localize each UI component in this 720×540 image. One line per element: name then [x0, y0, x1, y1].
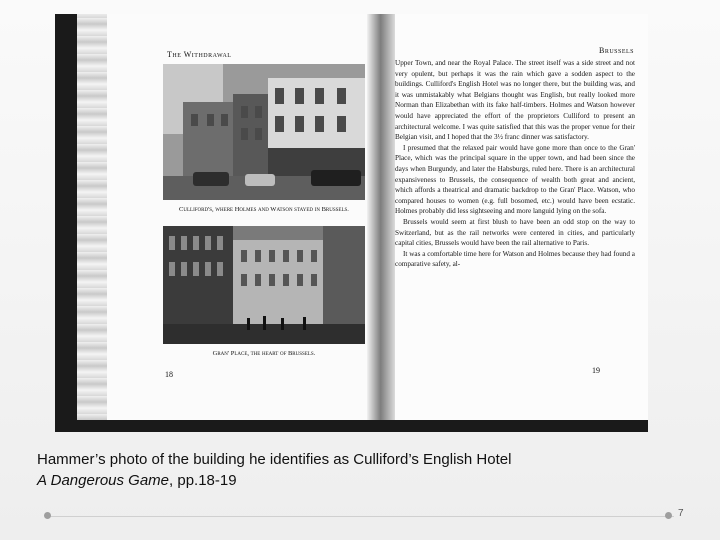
scan-edge	[55, 14, 77, 432]
lace-bookmark	[77, 14, 107, 432]
paragraph: Upper Town, and near the Royal Palace. The street itself was a side street and not very opulent, but perhaps it was the rain which gave a sodden aspect to the buildings. Culliford's English Hotel was no longer there, but the building was, and it was unmistakably what Belgians thought was English, but really looked more Norman than Elizabethan with its fake half-timbers. Holmes and Watson however would have appreciated the effort of the proprietors Culliford to present an architectural welcome. I was quite satisfied that this was the proper venue for their Belgian visit, and I hoped that the 3½ franc dinner was satisfactory.	[395, 59, 635, 142]
book-scan	[55, 14, 648, 432]
photo-gran-place	[163, 226, 365, 344]
footer-divider	[48, 516, 674, 517]
scan-bottom-edge	[55, 420, 648, 432]
caption-top-photo: Culliford's, where Holmes and Watson stayed in Brussels.	[179, 206, 349, 213]
slide-number: 7	[678, 508, 684, 519]
photo-cullifords-hotel	[163, 64, 365, 200]
right-running-head: Brussels	[598, 46, 634, 55]
slide-caption-line2	[37, 472, 237, 489]
gran-place-graphic	[163, 226, 365, 344]
book-gutter	[367, 14, 397, 432]
left-page-number: 18	[165, 370, 173, 379]
right-page-number: 19	[592, 366, 600, 375]
slide-caption-line1: Hammer’s photo of the building he identifies as Culliford’s English Hotel	[37, 451, 512, 468]
book-title: A Dangerous Game	[37, 472, 170, 489]
caption-bottom-photo: Gran' Place, the heart of Brussels.	[212, 350, 316, 357]
footer-dot-left	[44, 512, 51, 519]
street-photo-graphic	[163, 64, 365, 200]
left-running-head: The Withdrawal	[167, 50, 232, 59]
paragraph: Brussels would seem at first blush to have been an odd stop on the way to Switzerland, but as the rail networks were centered in cities, and particularly capital cities, Brussels would have been the rail alternative to Paris.	[395, 217, 635, 248]
paragraph: I presumed that the relaxed pair would have gone more than once to the Gran' Place, which was the principal square in the upper town, and had been since the days when Burgundy, and later the Habsburgs, ruled here. There is an architectural expansiveness to Brussels, the consequence of wealth both great and ancient, which affords a theatrical and dramatic backdrop to the Gran' Place. Watson, who compared houses to women (e.g. full bosomed, etc.) would have been ecstatic. Holmes probably did less sightseeing and more languid lying on the sofa.	[395, 143, 635, 216]
right-page-body	[395, 58, 635, 270]
paragraph: It was a comfortable time here for Watson and Holmes because they had found a comparative safety, al-	[395, 249, 635, 269]
footer-dot-right	[665, 512, 672, 519]
page-range: , pp.18-19	[169, 472, 237, 489]
